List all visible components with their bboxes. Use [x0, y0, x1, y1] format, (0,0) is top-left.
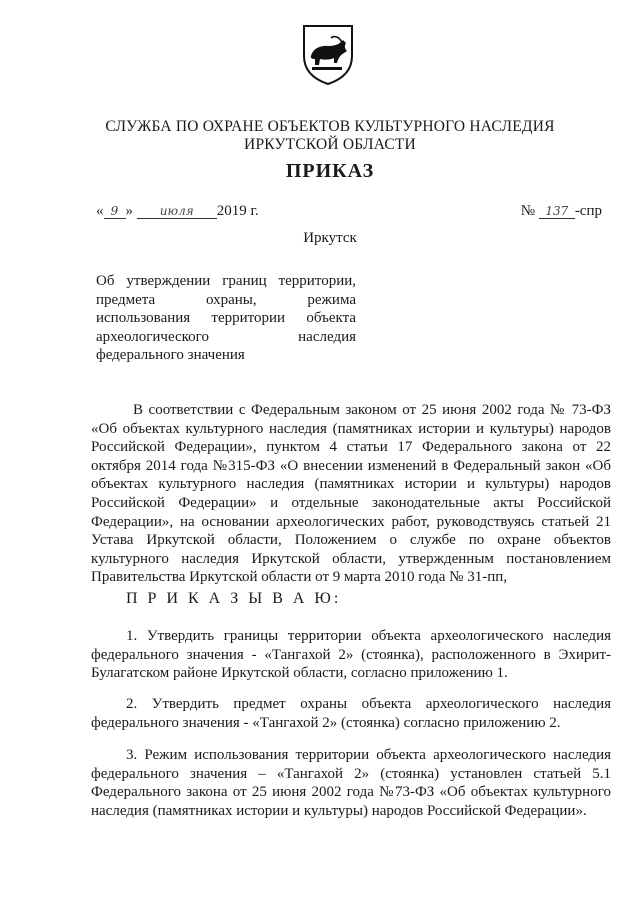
order-item-2 — [91, 695, 611, 732]
preamble-line: Устава Иркутской области, Положением о службе по охране объектов — [91, 532, 611, 549]
order-heading: П Р И К А З Ы В А Ю: — [126, 590, 342, 607]
preamble-line: В соответствии с Федеральным законом от 25 июня 2002 года № 73-ФЗ — [133, 402, 611, 418]
preamble-line: Правительства Иркутской области от 9 марта 2010 года № 31-пп, — [91, 569, 507, 586]
document-number — [521, 203, 602, 220]
order-item-1 — [91, 627, 611, 683]
item-line: наследия (памятниках истории и культуры) народов Российской Федерации». — [91, 802, 587, 819]
subject-line: предмета охраны, режима — [96, 291, 356, 308]
item-line: 3. Режим использования территории объекта археологического наследия — [126, 747, 611, 763]
item-line: 2. Утвердить предмет охраны объекта археологического наследия — [126, 696, 611, 712]
date-quote-open: « — [96, 203, 104, 219]
order-subject — [96, 272, 356, 365]
preamble-paragraph — [91, 401, 611, 587]
number-sign: № — [520, 203, 536, 219]
coat-of-arms-emblem — [300, 22, 356, 86]
item-line: Булагатском районе Иркутской области, согласно приложению 1. — [91, 665, 508, 682]
preamble-line: культурного наследия Иркутской области, утвержденным постановлением — [91, 550, 611, 567]
number-handwritten: 137 — [539, 204, 575, 219]
date-month-handwritten: июля — [137, 204, 217, 219]
preamble-line: Российской Федерации», пунктом 4 статьи 17 Федерального закона от 22 — [91, 439, 611, 456]
item-line: 1. Утвердить границы территории объекта археологического наследия — [126, 628, 611, 644]
document-title: ПРИКАЗ — [285, 160, 375, 182]
order-item-3 — [91, 746, 611, 820]
date-quote-close: » — [125, 203, 133, 219]
city-name: Иркутск — [303, 230, 357, 246]
item-line: Федерального закона от 25 июня 2002 года №73-ФЗ «Об объектах культурного — [91, 784, 611, 801]
item-line: федерального значения - «Тангахой 2» (стоянка) согласно приложению 2. — [91, 714, 561, 731]
item-line: федерального значения - «Тангахой 2» (стоянка), расположенного в Эхирит- — [91, 646, 611, 663]
preamble-line: «Об объектах культурного наследия (памятниках истории и культуры) народов — [91, 420, 611, 437]
number-suffix: -спр — [574, 203, 602, 219]
subject-line: использования территории объекта — [96, 310, 356, 326]
preamble-line: октября 2014 года №315-ФЗ «О внесении изменений в Федеральный закон «Об — [91, 457, 611, 474]
date-year: 2019 г. — [216, 203, 259, 219]
subject-line: федерального значения — [96, 347, 245, 363]
date-day-handwritten: 9 — [104, 204, 126, 219]
item-line: федерального значения – «Тангахой 2» (стоянка) установлен статьей 5.1 — [91, 765, 611, 782]
agency-name-line1: СЛУЖБА ПО ОХРАНЕ ОБЪЕКТОВ КУЛЬТУРНОГО НАСЛЕДИЯ — [105, 118, 555, 135]
preamble-line: объектах культурного наследия (памятниках истории и культуры) народов — [91, 476, 611, 493]
agency-name-line2: ИРКУТСКОЙ ОБЛАСТИ — [244, 136, 416, 153]
preamble-line: Российской Федерации» и отдельные законодательные акты Российской — [91, 494, 611, 511]
document-date — [96, 203, 259, 220]
subject-line: Об утверждении границ территории, — [96, 273, 356, 289]
preamble-line: Федерации», на основании археологических работ, руководствуясь статьей 21 — [91, 513, 611, 530]
subject-line: археологического наследия — [96, 328, 356, 345]
